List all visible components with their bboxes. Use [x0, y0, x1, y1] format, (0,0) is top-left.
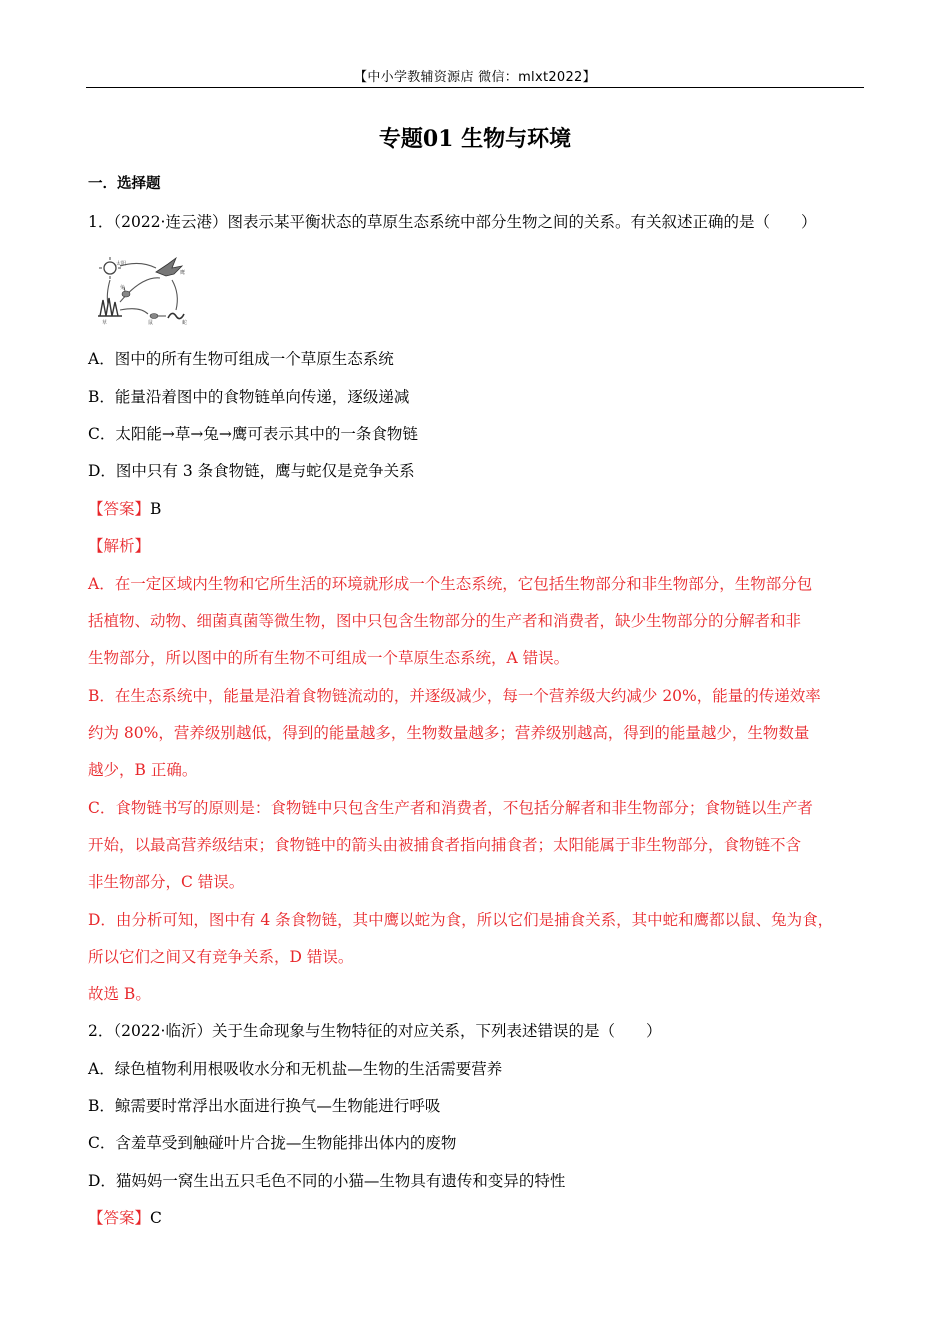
snake-label: 蛇 — [182, 320, 188, 326]
analysis-line: 非生物部分，C 错误。 — [88, 873, 245, 891]
food-web-diagram — [96, 254, 192, 330]
q1-analysis-tag: 【解析】 — [88, 537, 151, 555]
analysis-line: C．食物链书写的原则是：食物链中只包含生产者和消费者，不包括分解者和非生物部分；食物链以生产者 — [88, 799, 813, 817]
header-rule — [86, 87, 864, 88]
food-web-arrow — [172, 280, 177, 310]
analysis-line: 生物部分，所以图中的所有生物不可组成一个草原生态系统，A 错误。 — [88, 649, 570, 667]
analysis-line: 开始，以最高营养级结束；食物链中的箭头由被捕食者指向捕食者；太阳能属于非生物部分，食物链不含 — [88, 836, 802, 854]
food-web-arrow — [120, 278, 160, 302]
q2-option-b: B．鲸需要时常浮出水面进行换气—生物能进行呼吸 — [88, 1097, 441, 1115]
answer-value: C — [150, 1209, 162, 1227]
eagle-label: 鹰 — [180, 270, 186, 276]
q1-option-d: D．图中只有 3 条食物链，鹰与蛇仅是竞争关系 — [88, 462, 415, 480]
sun-label: 太阳 — [116, 261, 127, 267]
q2-answer — [88, 1206, 162, 1228]
analysis-line: A．在一定区域内生物和它所生活的环境就形成一个生态系统，它包括生物部分和非生物部分，生物部分包 — [88, 575, 813, 593]
q2-option-d: D．猫妈妈一窝生出五只毛色不同的小猫—生物具有遗传和变异的特性 — [88, 1172, 566, 1190]
q2-stem: 2．（2022·临沂）关于生命现象与生物特征的对应关系，下列表述错误的是（ ） — [88, 1022, 662, 1040]
food-web-arrow — [120, 309, 148, 314]
grass-icon — [98, 298, 122, 316]
q1-option-b: B．能量沿着图中的食物链单向传递，逐级递减 — [88, 388, 410, 406]
analysis-line: 括植物、动物、细菌真菌等微生物，图中只包含生物部分的生产者和消费者，缺少生物部分的分解者和非 — [88, 612, 802, 630]
analysis-line: B．在生态系统中，能量是沿着食物链流动的，并逐级减少，每一个营养级大约减少 20%，能量的传递效率 — [88, 687, 821, 705]
analysis-line: 约为 80%，营养级别越低，得到的能量越多，生物数量越多；营养级别越高，得到的能量越少，生物数量 — [88, 724, 810, 742]
q1-option-a: A．图中的所有生物可组成一个草原生态系统 — [88, 350, 394, 368]
q2-option-c: C．含羞草受到触碰叶片合拢—生物能排出体内的废物 — [88, 1134, 457, 1152]
eagle-icon — [156, 258, 182, 276]
answer-tag: 【答案】 — [88, 1209, 151, 1227]
analysis-line: 越少，B 正确。 — [88, 761, 198, 779]
analysis-line: 所以它们之间又有竞争关系，D 错误。 — [88, 948, 354, 966]
q1-option-c: C．太阳能→草→兔→鹰可表示其中的一条食物链 — [88, 425, 418, 443]
q2-option-a: A．绿色植物利用根吸收水分和无机盐—生物的生活需要营养 — [88, 1060, 503, 1078]
page-header: 【中小学教辅资源店 微信：mlxt2022】 — [354, 70, 596, 85]
q1-answer — [88, 497, 161, 519]
mouse-icon — [150, 314, 158, 319]
q1-stem: 1．（2022·连云港）图表示某平衡状态的草原生态系统中部分生物之间的关系。有关叙述正确的是（ ） — [88, 213, 817, 231]
snake-icon — [168, 313, 184, 318]
grass-label: 草 — [102, 320, 108, 326]
answer-value: B — [150, 500, 162, 518]
answer-tag: 【答案】 — [88, 500, 151, 518]
analysis-line: D．由分析可知，图中有 4 条食物链，其中鹰以蛇为食，所以它们是捕食关系，其中蛇和鹰都以鼠、兔为食， — [88, 911, 834, 929]
q1-conclusion: 故选 B。 — [88, 985, 151, 1003]
page-title: 专题01 生物与环境 — [378, 126, 572, 152]
section-heading: 一．选择题 — [88, 176, 161, 192]
mouse-label: 鼠 — [148, 320, 154, 326]
rabbit-label: 兔 — [120, 285, 126, 291]
